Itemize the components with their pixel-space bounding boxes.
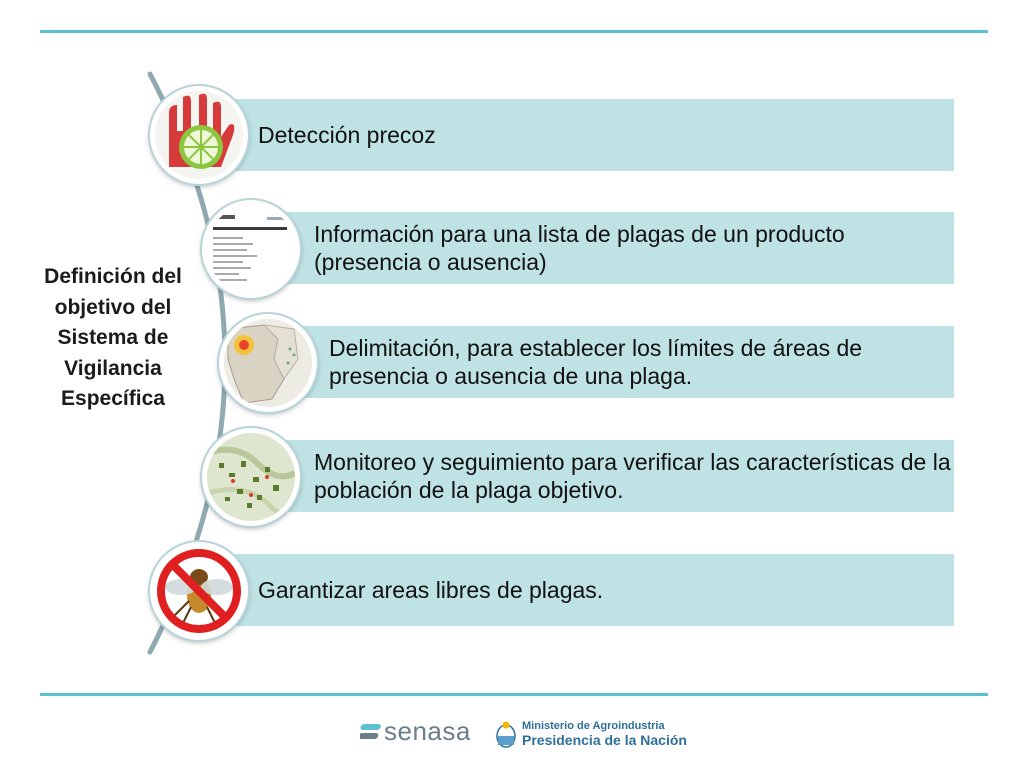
- step-5-label: Garantizar areas libres de plagas.: [258, 577, 604, 603]
- step-3-label: Delimitación, para establecer los límites de áreas de presencia o ausencia de una plaga.: [329, 335, 863, 389]
- monitoring-map-icon: [202, 428, 300, 526]
- bottom-rule: [40, 693, 988, 696]
- ministry-logo: [496, 720, 687, 748]
- document-report-icon: [202, 200, 300, 298]
- step-2-band: [248, 212, 954, 284]
- step-1-label: Detección precoz: [258, 122, 436, 148]
- ministry-line-1: Ministerio de Agroindustria: [522, 720, 665, 732]
- ministry-line-2: Presidencia de la Nación: [522, 732, 687, 748]
- step-5-band: [196, 554, 954, 626]
- argentina-shield-icon: [496, 720, 516, 748]
- no-fly-icon: [150, 542, 248, 640]
- senasa-logo: [360, 716, 471, 747]
- step-1-band: [196, 99, 954, 171]
- side-title: Definición del objetivo del Sistema de Vigilancia Específica: [44, 265, 182, 410]
- raised-hand-lime-icon: [150, 86, 248, 184]
- senasa-mark-icon: [360, 722, 384, 742]
- senasa-wordmark: senasa: [384, 716, 471, 746]
- step-2-label: Información para una lista de plagas de un producto (presencia o ausencia): [314, 221, 845, 275]
- step-3-band: [265, 326, 954, 398]
- delimitation-map-icon: [219, 314, 317, 412]
- step-4-band: [248, 440, 954, 512]
- step-4-label: Monitoreo y seguimiento para verificar las características de la población de la plaga objetivo.: [314, 449, 951, 503]
